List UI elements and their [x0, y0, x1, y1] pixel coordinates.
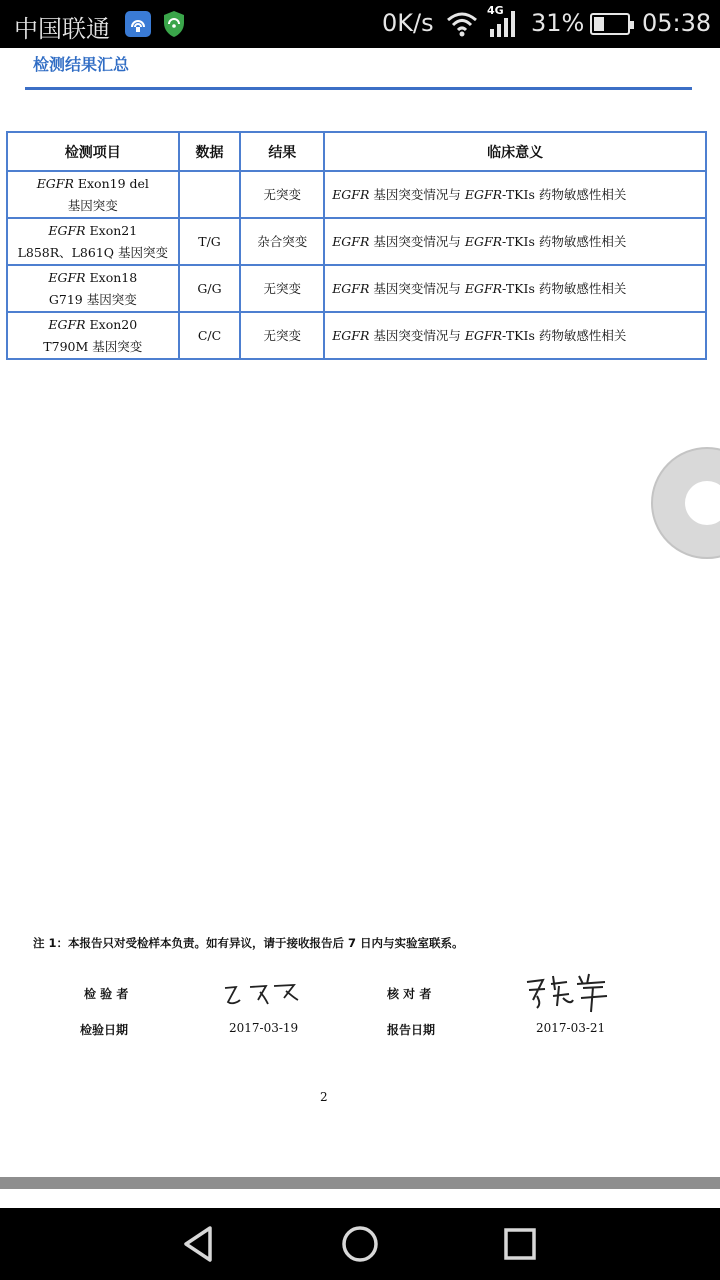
mutation-label: T790M 基因突变	[43, 338, 143, 354]
table-header-row	[7, 132, 706, 171]
report-date-label: 报告日期	[387, 1023, 436, 1037]
exon-label: Exon20	[85, 316, 138, 332]
results-table	[6, 131, 707, 360]
cell-signal-icon	[486, 5, 522, 43]
checker-label: 核 对 者	[387, 987, 432, 1001]
cell-item	[7, 265, 179, 312]
gene-name: EGFR	[48, 222, 86, 238]
cell-item	[7, 218, 179, 265]
cell-data: T/G	[179, 218, 241, 265]
cell-significance: EGFR 基因突变情况与 EGFR-TKIs 药物敏感性相关	[324, 312, 706, 359]
back-triangle-icon[interactable]	[178, 1222, 222, 1266]
battery-icon	[590, 13, 630, 35]
header-item: 检测项目	[7, 132, 179, 171]
network-speed: 0K/s	[382, 9, 434, 37]
shield-icon	[162, 10, 186, 42]
home-circle-icon[interactable]	[338, 1222, 382, 1266]
cell-result: 无突变	[240, 265, 324, 312]
cell-data: C/C	[179, 312, 241, 359]
section-title: 检测结果汇总	[33, 55, 130, 74]
cell-item	[7, 171, 179, 218]
disclaimer-note: 注 1：本报告只对受检样本负责。如有异议，请于接收报告后 7 日内与实验室联系。	[33, 936, 464, 950]
cell-result: 无突变	[240, 312, 324, 359]
header-significance: 临床意义	[324, 132, 706, 171]
header-data: 数据	[179, 132, 241, 171]
recents-square-icon[interactable]	[498, 1222, 542, 1266]
gene-name: EGFR	[48, 269, 86, 285]
floating-assist-button[interactable]	[651, 447, 720, 559]
exon-label: Exon19 del	[73, 175, 149, 191]
inspect-date: 2017-03-19	[229, 1021, 299, 1035]
cell-result: 无突变	[240, 171, 324, 218]
battery-percent: 31%	[531, 9, 585, 37]
page-bottom-edge	[0, 1177, 720, 1189]
exon-label: Exon21	[85, 222, 138, 238]
cell-significance: EGFR 基因突变情况与 EGFR-TKIs 药物敏感性相关	[324, 171, 706, 218]
page-number: 2	[320, 1090, 328, 1104]
table-row	[7, 171, 706, 218]
report-date: 2017-03-21	[536, 1021, 606, 1035]
inspector-signature	[222, 978, 302, 1010]
carrier-name: 中国联通	[14, 15, 110, 43]
cell-significance: EGFR 基因突变情况与 EGFR-TKIs 药物敏感性相关	[324, 265, 706, 312]
status-bar	[0, 0, 720, 48]
table-row	[7, 218, 706, 265]
mutation-label: G719 基因突变	[48, 291, 137, 307]
mutation-label: 基因突变	[67, 197, 118, 213]
checker-signature	[523, 970, 613, 1014]
assist-circle-icon	[685, 481, 720, 525]
cell-result: 杂合突变	[240, 218, 324, 265]
gene-name: EGFR	[36, 175, 74, 191]
section-divider	[25, 87, 692, 90]
cell-item	[7, 312, 179, 359]
cell-data: G/G	[179, 265, 241, 312]
table-row	[7, 265, 706, 312]
mutation-label: L858R、L861Q 基因突变	[17, 244, 169, 260]
cell-significance: EGFR 基因突变情况与 EGFR-TKIs 药物敏感性相关	[324, 218, 706, 265]
table-row	[7, 312, 706, 359]
gene-name: EGFR	[48, 316, 86, 332]
inspect-date-label: 检验日期	[80, 1023, 129, 1037]
wifi-app-icon	[125, 11, 151, 37]
clock: 05:38	[642, 9, 712, 37]
inspector-label: 检 验 者	[84, 987, 129, 1001]
cell-data	[179, 171, 241, 218]
navigation-bar	[0, 1208, 720, 1280]
network-type: 4G	[487, 4, 504, 17]
wifi-icon	[446, 10, 478, 42]
exon-label: Exon18	[85, 269, 138, 285]
header-result: 结果	[240, 132, 324, 171]
